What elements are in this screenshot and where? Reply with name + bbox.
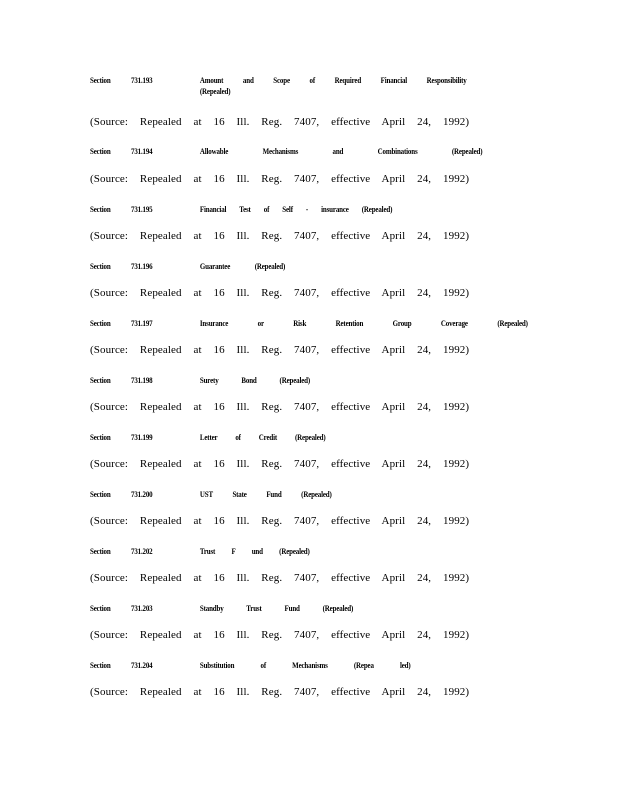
section-title-continuation: (Repealed) xyxy=(199,86,231,96)
source-note: (Source: Repealed at 16 Ill. Reg. 7407, effective April 24, 1992) xyxy=(90,515,470,527)
section-title: Financial Test of Self - insurance (Repealed) xyxy=(199,204,393,214)
section-title: Letter of Credit (Repealed) xyxy=(199,432,326,442)
source-note: (Source: Repealed at 16 Ill. Reg. 7407, effective April 24, 1992) xyxy=(90,344,470,356)
source-note: (Source: Repealed at 16 Ill. Reg. 7407, effective April 24, 1992) xyxy=(90,401,470,413)
section-title: Substitution of Mechanisms (Repea led) xyxy=(199,660,411,670)
section-number: 731.197 xyxy=(131,318,153,328)
section-label: Section xyxy=(90,603,111,613)
source-note: (Source: Repealed at 16 Ill. Reg. 7407, effective April 24, 1992) xyxy=(90,116,470,128)
section-title: Standby Trust Fund (Repealed) xyxy=(199,603,354,613)
section-title: UST State Fund (Repealed) xyxy=(199,489,332,499)
source-note: (Source: Repealed at 16 Ill. Reg. 7407, effective April 24, 1992) xyxy=(90,287,470,299)
section-title: Insurance or Risk Retention Group Coverage (Repealed) xyxy=(199,318,528,328)
section-number: 731.193 xyxy=(131,75,153,85)
section-label: Section xyxy=(90,546,111,556)
section-title: Amount and Scope of Required Financial Responsibility xyxy=(199,75,467,85)
section-label: Section xyxy=(90,146,111,156)
source-note: (Source: Repealed at 16 Ill. Reg. 7407, effective April 24, 1992) xyxy=(90,230,470,242)
section-title: Surety Bond (Repealed) xyxy=(199,375,311,385)
section-title: Trust F und (Repealed) xyxy=(199,546,310,556)
source-note: (Source: Repealed at 16 Ill. Reg. 7407, effective April 24, 1992) xyxy=(90,629,470,641)
section-label: Section xyxy=(90,261,111,271)
section-number: 731.196 xyxy=(131,261,153,271)
source-note: (Source: Repealed at 16 Ill. Reg. 7407, effective April 24, 1992) xyxy=(90,686,470,698)
section-label: Section xyxy=(90,489,111,499)
section-number: 731.195 xyxy=(131,204,153,214)
section-title: Allowable Mechanisms and Combinations (Repealed) xyxy=(199,146,483,156)
section-number: 731.199 xyxy=(131,432,153,442)
source-note: (Source: Repealed at 16 Ill. Reg. 7407, effective April 24, 1992) xyxy=(90,458,470,470)
source-note: (Source: Repealed at 16 Ill. Reg. 7407, effective April 24, 1992) xyxy=(90,572,470,584)
section-title: Guarantee (Repealed) xyxy=(199,261,286,271)
section-number: 731.198 xyxy=(131,375,153,385)
section-number: 731.194 xyxy=(131,146,153,156)
section-label: Section xyxy=(90,75,111,85)
section-label: Section xyxy=(90,432,111,442)
section-label: Section xyxy=(90,660,111,670)
section-label: Section xyxy=(90,204,111,214)
source-note: (Source: Repealed at 16 Ill. Reg. 7407, effective April 24, 1992) xyxy=(90,173,470,185)
section-label: Section xyxy=(90,375,111,385)
section-number: 731.202 xyxy=(131,546,153,556)
section-number: 731.204 xyxy=(131,660,153,670)
section-label: Section xyxy=(90,318,111,328)
section-number: 731.203 xyxy=(131,603,153,613)
section-number: 731.200 xyxy=(131,489,153,499)
